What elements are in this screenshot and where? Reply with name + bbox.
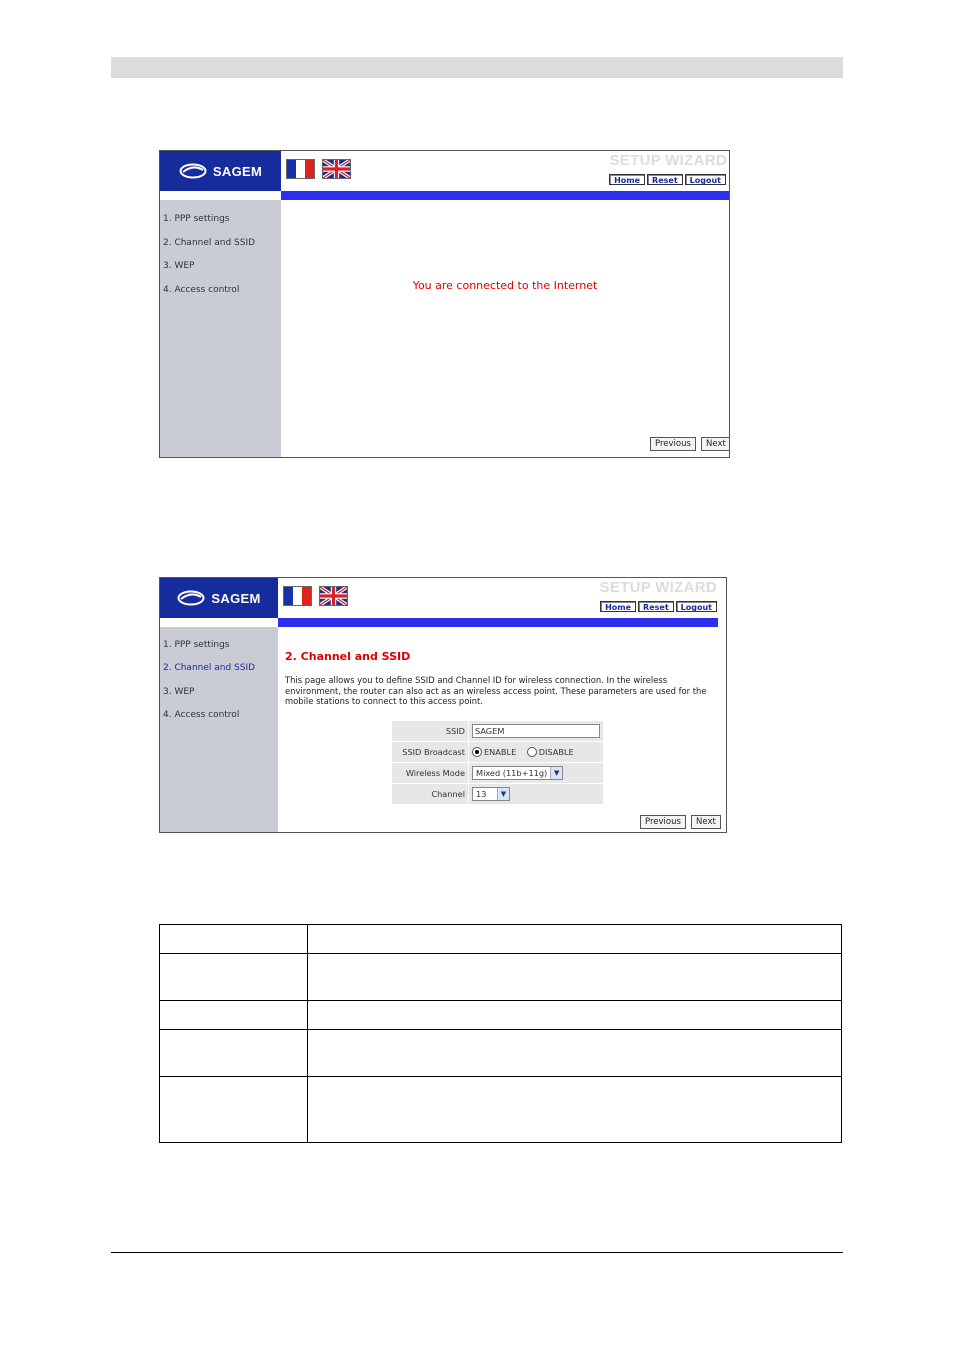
page-header-bar — [111, 57, 843, 78]
uk-flag-icon[interactable] — [319, 586, 348, 606]
table-row — [160, 925, 842, 954]
channel-value: 13 — [476, 789, 487, 799]
sagem-logo-icon — [177, 590, 205, 606]
wizard-channel-ssid-screenshot — [159, 577, 727, 833]
parameter-description-table — [159, 924, 842, 1143]
wireless-mode-select[interactable] — [472, 766, 563, 780]
channel-label: Channel — [392, 784, 469, 805]
next-button[interactable]: Next — [701, 437, 730, 451]
broadcast-disable-radio[interactable] — [527, 747, 537, 757]
sagem-logo — [160, 151, 281, 191]
header-blue-bar — [281, 191, 729, 200]
wireless-settings-form — [391, 720, 604, 805]
sidebar-item-ppp-settings[interactable]: 1. PPP settings — [163, 640, 230, 650]
channel-select[interactable] — [472, 787, 510, 801]
connection-status-message: You are connected to the Internet — [412, 279, 598, 292]
next-button[interactable]: Next — [691, 815, 721, 829]
table-row — [160, 1030, 842, 1077]
reset-button[interactable]: Reset — [647, 174, 683, 185]
top-nav-buttons — [600, 601, 717, 612]
sagem-logo — [160, 578, 278, 618]
wireless-mode-row — [392, 763, 604, 784]
broadcast-enable-radio[interactable] — [472, 747, 482, 757]
sidebar-item-channel-ssid[interactable]: 2. Channel and SSID — [163, 663, 256, 674]
sidebar — [160, 200, 281, 457]
sidebar-item-channel-ssid[interactable]: 2. Channel and SSID — [163, 237, 256, 248]
sidebar-item-ppp-settings[interactable]: 1. PPP settings — [163, 214, 230, 224]
sidebar-item-access-control[interactable]: 4. Access control — [163, 285, 240, 296]
sidebar-item-wep[interactable]: 3. WEP — [163, 686, 195, 697]
top-nav-buttons — [609, 174, 726, 185]
setup-wizard-title: SETUP WIZARD — [609, 152, 727, 169]
broadcast-enable-label: ENABLE — [484, 746, 517, 757]
sidebar-steps — [163, 214, 255, 309]
home-button[interactable]: Home — [600, 601, 636, 612]
previous-button[interactable]: Previous — [640, 815, 686, 829]
logo-text: SAGEM — [211, 590, 261, 606]
ssid-input[interactable]: SAGEM — [472, 724, 600, 738]
french-flag-icon[interactable] — [283, 586, 312, 606]
setup-wizard-title: SETUP WIZARD — [599, 579, 717, 596]
sidebar — [160, 627, 278, 832]
logout-button[interactable]: Logout — [685, 174, 726, 185]
chevron-down-icon[interactable]: ▼ — [550, 767, 562, 779]
wireless-mode-value: Mixed (11b+11g) — [476, 768, 548, 778]
reset-button[interactable]: Reset — [638, 601, 674, 612]
home-button[interactable]: Home — [609, 174, 645, 185]
ssid-label: SSID — [392, 721, 469, 742]
chevron-down-icon[interactable]: ▼ — [497, 788, 509, 800]
logout-button[interactable]: Logout — [676, 601, 717, 612]
sagem-logo-icon — [179, 163, 207, 179]
table-row — [160, 954, 842, 1001]
sidebar-steps — [163, 640, 255, 733]
page-footer-rule — [111, 1252, 843, 1253]
ssid-row — [392, 721, 604, 742]
sidebar-item-access-control[interactable]: 4. Access control — [163, 709, 240, 720]
sidebar-item-wep[interactable]: 3. WEP — [163, 261, 195, 272]
table-row — [160, 1077, 842, 1143]
table-row — [160, 1001, 842, 1030]
uk-flag-icon[interactable] — [322, 159, 351, 179]
logo-text: SAGEM — [212, 163, 263, 179]
wireless-mode-label: Wireless Mode — [392, 763, 469, 784]
ssid-broadcast-row — [392, 742, 604, 763]
wizard-connected-screenshot — [159, 150, 730, 458]
previous-button[interactable]: Previous — [650, 437, 696, 451]
channel-row — [392, 784, 604, 805]
section-description: This page allows you to define SSID and Channel ID for wireless connection. In the wireless environment, the router can also act as an wireless access point. These parameters are used for the mobile stations to connect to this access point. — [285, 675, 707, 706]
broadcast-disable-label: DISABLE — [538, 746, 574, 757]
header-blue-bar — [278, 618, 718, 627]
ssid-broadcast-label: SSID Broadcast — [392, 742, 469, 763]
french-flag-icon[interactable] — [286, 159, 315, 179]
section-heading: 2. Channel and SSID — [285, 650, 411, 663]
